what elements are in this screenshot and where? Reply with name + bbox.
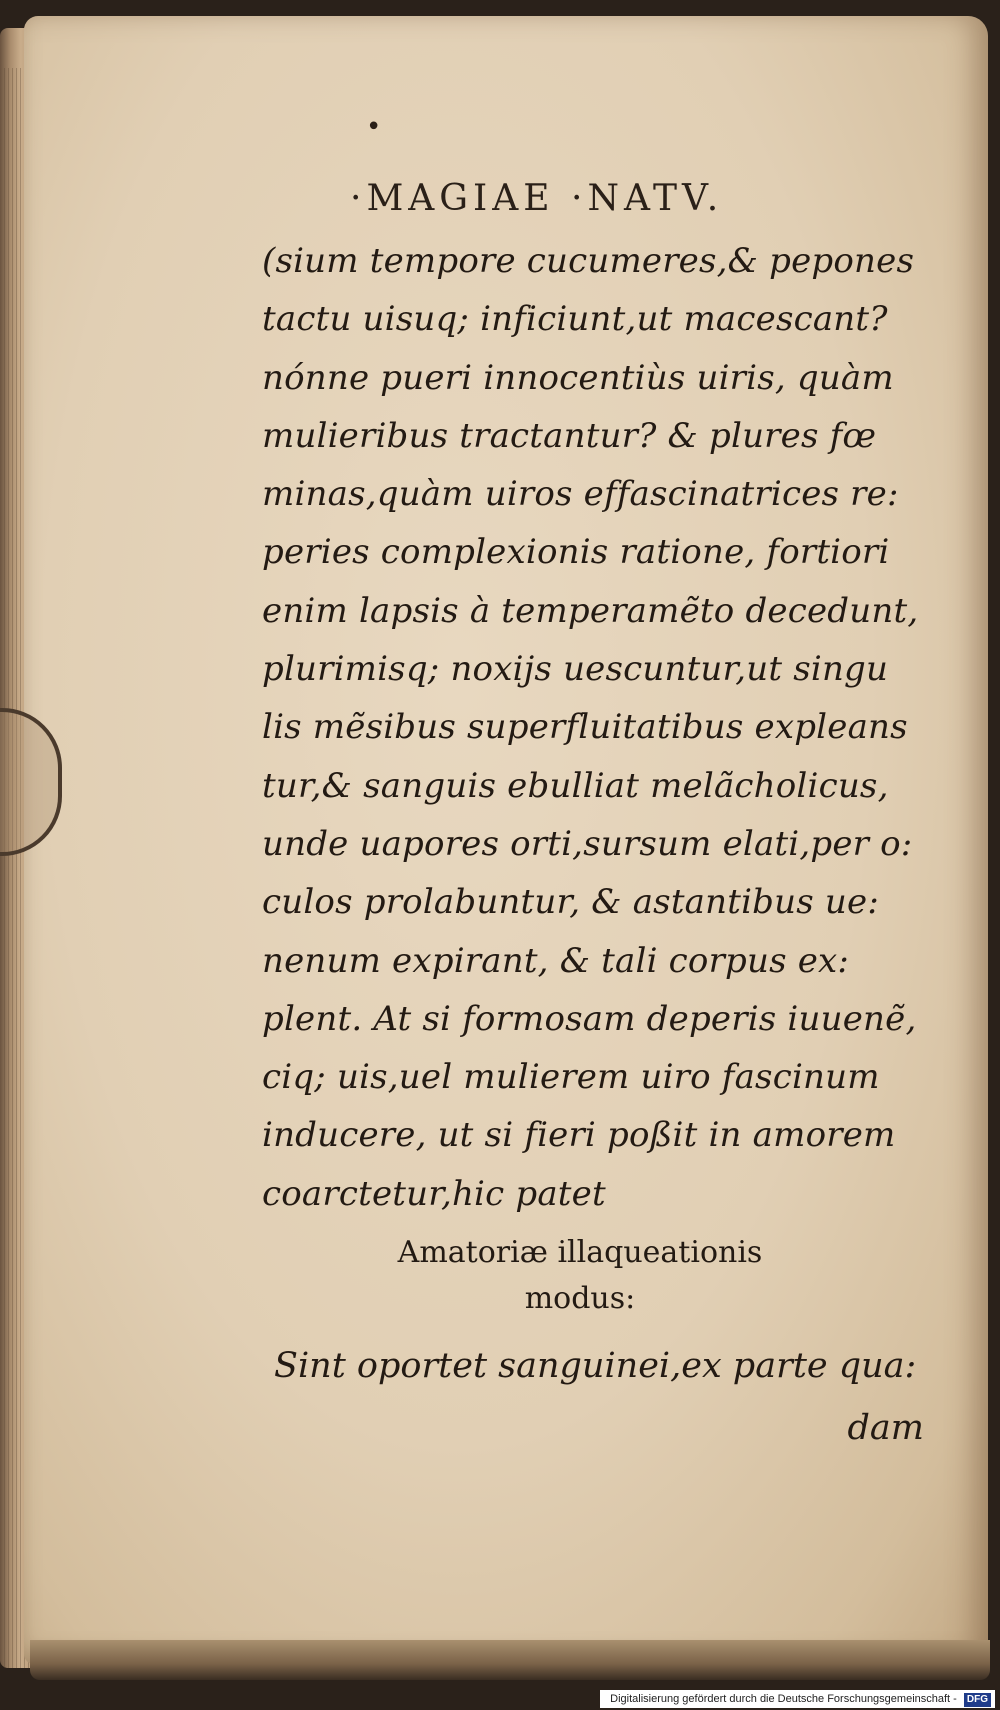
body-line: coarctetur,hic patet: [262, 1173, 606, 1214]
body-line: minas,quàm uiros effascinatrices re:: [262, 474, 899, 515]
closing-text: [274, 1335, 934, 1459]
dfg-logo: DFG: [964, 1693, 991, 1707]
body-line: inducere, ut si fieri poßit in amorem: [262, 1115, 896, 1156]
body-line: tur,& sanguis ebulliat melãcholicus,: [262, 765, 889, 806]
subheading-line: Amatoriæ illaqueationis: [397, 1235, 763, 1270]
body-line: lis mẽsibus superfluitatibus expleans: [262, 707, 908, 748]
body-line: ciq; uis,uel mulierem uiro fascinum: [262, 1057, 880, 1098]
ink-dot: •: [366, 112, 382, 142]
section-subheading: [300, 1230, 860, 1322]
running-head: ·MAGIAE ·NATV.: [350, 178, 724, 219]
body-line: nenum expirant, & tali corpus ex:: [262, 940, 850, 981]
body-line: culos prolabuntur, & astantibus ue:: [262, 882, 879, 923]
subheading-line: modus:: [524, 1281, 636, 1316]
catchword: dam: [847, 1408, 924, 1448]
body-line: enim lapsis à temperamẽto decedunt,: [262, 590, 919, 631]
body-line: peries complexionis ratione, fortiori: [262, 532, 890, 573]
credit-text: Digitalisierung gefördert durch die Deutsche Forschungsgemeinschaft -: [610, 1693, 957, 1705]
body-line: nónne pueri innocentiùs uiris, quàm: [262, 357, 894, 398]
body-line: tactu uisuq; inficiunt,ut macescant?: [262, 299, 888, 340]
body-line: plurimisq; noxijs uescuntur,ut singu: [262, 649, 889, 690]
body-line: mulieribus tractantur? & plures fœ: [262, 415, 877, 456]
digitization-credit: [600, 1690, 995, 1708]
bottom-page-edge: [30, 1640, 990, 1680]
body-line: unde uapores orti,sursum elati,per o:: [262, 823, 913, 864]
body-text: [262, 232, 932, 1223]
closing-line: Sint oportet sanguinei,ex parte qua:: [274, 1346, 917, 1386]
body-line: plent. At si formosam deperis iuuenẽ,: [262, 998, 917, 1039]
body-line: (sium tempore cucumeres,& pepones: [262, 241, 915, 281]
